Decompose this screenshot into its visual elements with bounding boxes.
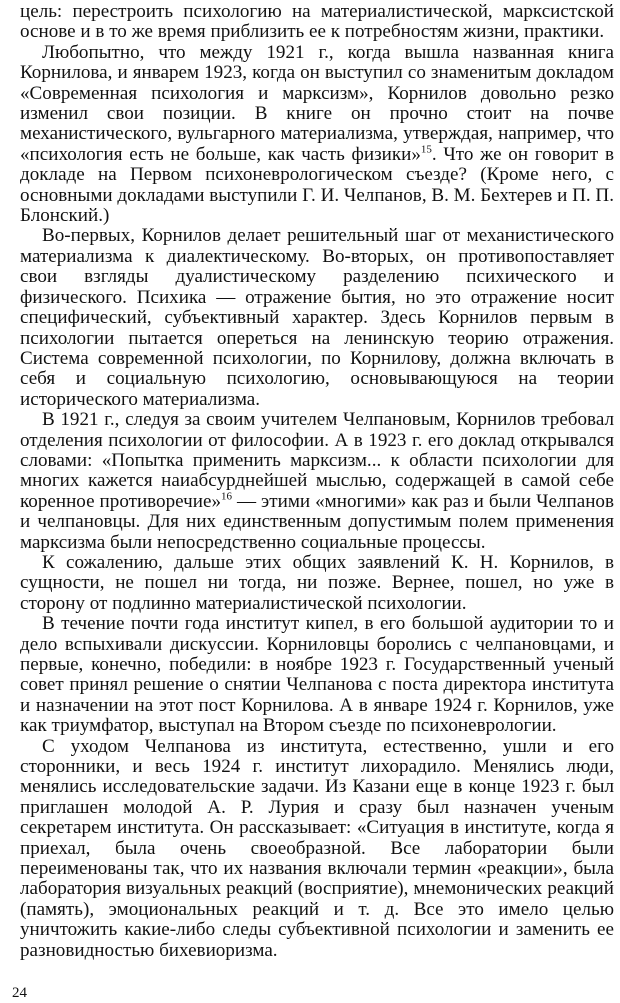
paragraph — [20, 553, 614, 614]
footnote-ref-16: 16 — [221, 490, 232, 503]
paragraph-text: В течение почти года институт кипел, в его большой аудитории то и дело вспыхивали дискуссии. Корниловцы боролись с челпановцами, и первые, конечно, победили: в ноябре 1923 г. Государственный ученый совет принял решение о снятии Челпанова с поста директора института и назначении на этот пост Корнилова. А в январе 1924 г. Корнилов, уже как триумфатор, выступал на Втором съезде по психоневрологии. — [20, 613, 614, 737]
page-body — [20, 2, 614, 961]
footnote-ref-15: 15 — [420, 143, 432, 156]
paragraph-text: . Что же он говорит в докладе на Первом психоневрологическом съезде? (Кроме него, с основными докладами выступили Г. И. Челпанов, В. М. Бехтерев и П. П. Блонский.) — [20, 143, 614, 227]
paragraph-text: Во-первых, Корнилов делает решительный шаг от механистического материализма к диалектическому. Во-вторых, он противопоставляет свои взгляды дуалистическому разделению психического и физического. Психика — отражение бытия, но это отражение носит специфический, субъективный характер. Здесь Корнилов первым в психологии пытается опереться на ленинскую теорию отражения. Система современной психологии, по Корнилову, должна включать в себя и социальную психологию, основывающуюся на теории исторического материализма. — [20, 225, 614, 410]
page-number: 24 — [12, 985, 27, 1001]
paragraph-text: С уходом Челпанова из института, естественно, ушли и его сторонники, и весь 1924 г. институт лихорадило. Менялись люди, менялись исследовательские задачи. Из Казани еще в конце 1923 г. был приглашен молодой А. Р. Лурия и сразу был назначен ученым секретарем института. Он рассказывает: «Ситуация в институте, когда я приехал, была очень своеобразной. Все лаборатории были переименованы так, что их названия включали термин «реакции», была лаборатория визуальных реакций (восприятие), мнемонических реакций (память), эмоциональных реакций и т. д. Все это имело целью уничтожить какие-либо следы субъективной психологии и заменить ее разновидностью бихевиоризма. — [20, 735, 614, 961]
paragraph — [20, 737, 614, 961]
paragraph — [20, 226, 614, 410]
paragraph — [20, 2, 614, 43]
paragraph-text: Любопытно, что между 1921 г., когда вышла названная книга Корнилова, и январем 1923, когда он выступил со знаменитым докладом «Современная психология и марксизм», Корнилов довольно резко изменил свои позиции. В книге он прочно стоит на почве механистического, вульгарного материализма, утверждая, например, что «психология есть не больше, как часть физики» — [20, 41, 614, 165]
paragraph-text: К сожалению, дальше этих общих заявлений К. Н. Корнилов, в сущности, не пошел ни тогда, ни позже. Вернее, пошел, но уже в сторону от подлинно материалистической психологии. — [20, 551, 614, 614]
paragraph — [20, 410, 614, 553]
paragraph — [20, 43, 614, 227]
paragraph-text: цель: перестроить психологию на материалистической, марксистской основе и в то же время приблизить ее к потребностям жизни, практики. — [20, 1, 614, 43]
paragraph-text: — этими «многими» как раз и были Челпанов и челпановцы. Для них единственным допустимым полем применения марксизма были непосредственно социальные процессы. — [20, 490, 614, 553]
paragraph-text: В 1921 г., следуя за своим учителем Челпановым, Корнилов требовал отделения психологии от философии. А в 1923 г. его доклад открывался словами: «Попытка применить марксизм... к области психологии для многих кажется наиабсурднейшей мыслью, содержащей в самой себе коренное противоречие» — [20, 409, 614, 512]
paragraph — [20, 614, 614, 736]
